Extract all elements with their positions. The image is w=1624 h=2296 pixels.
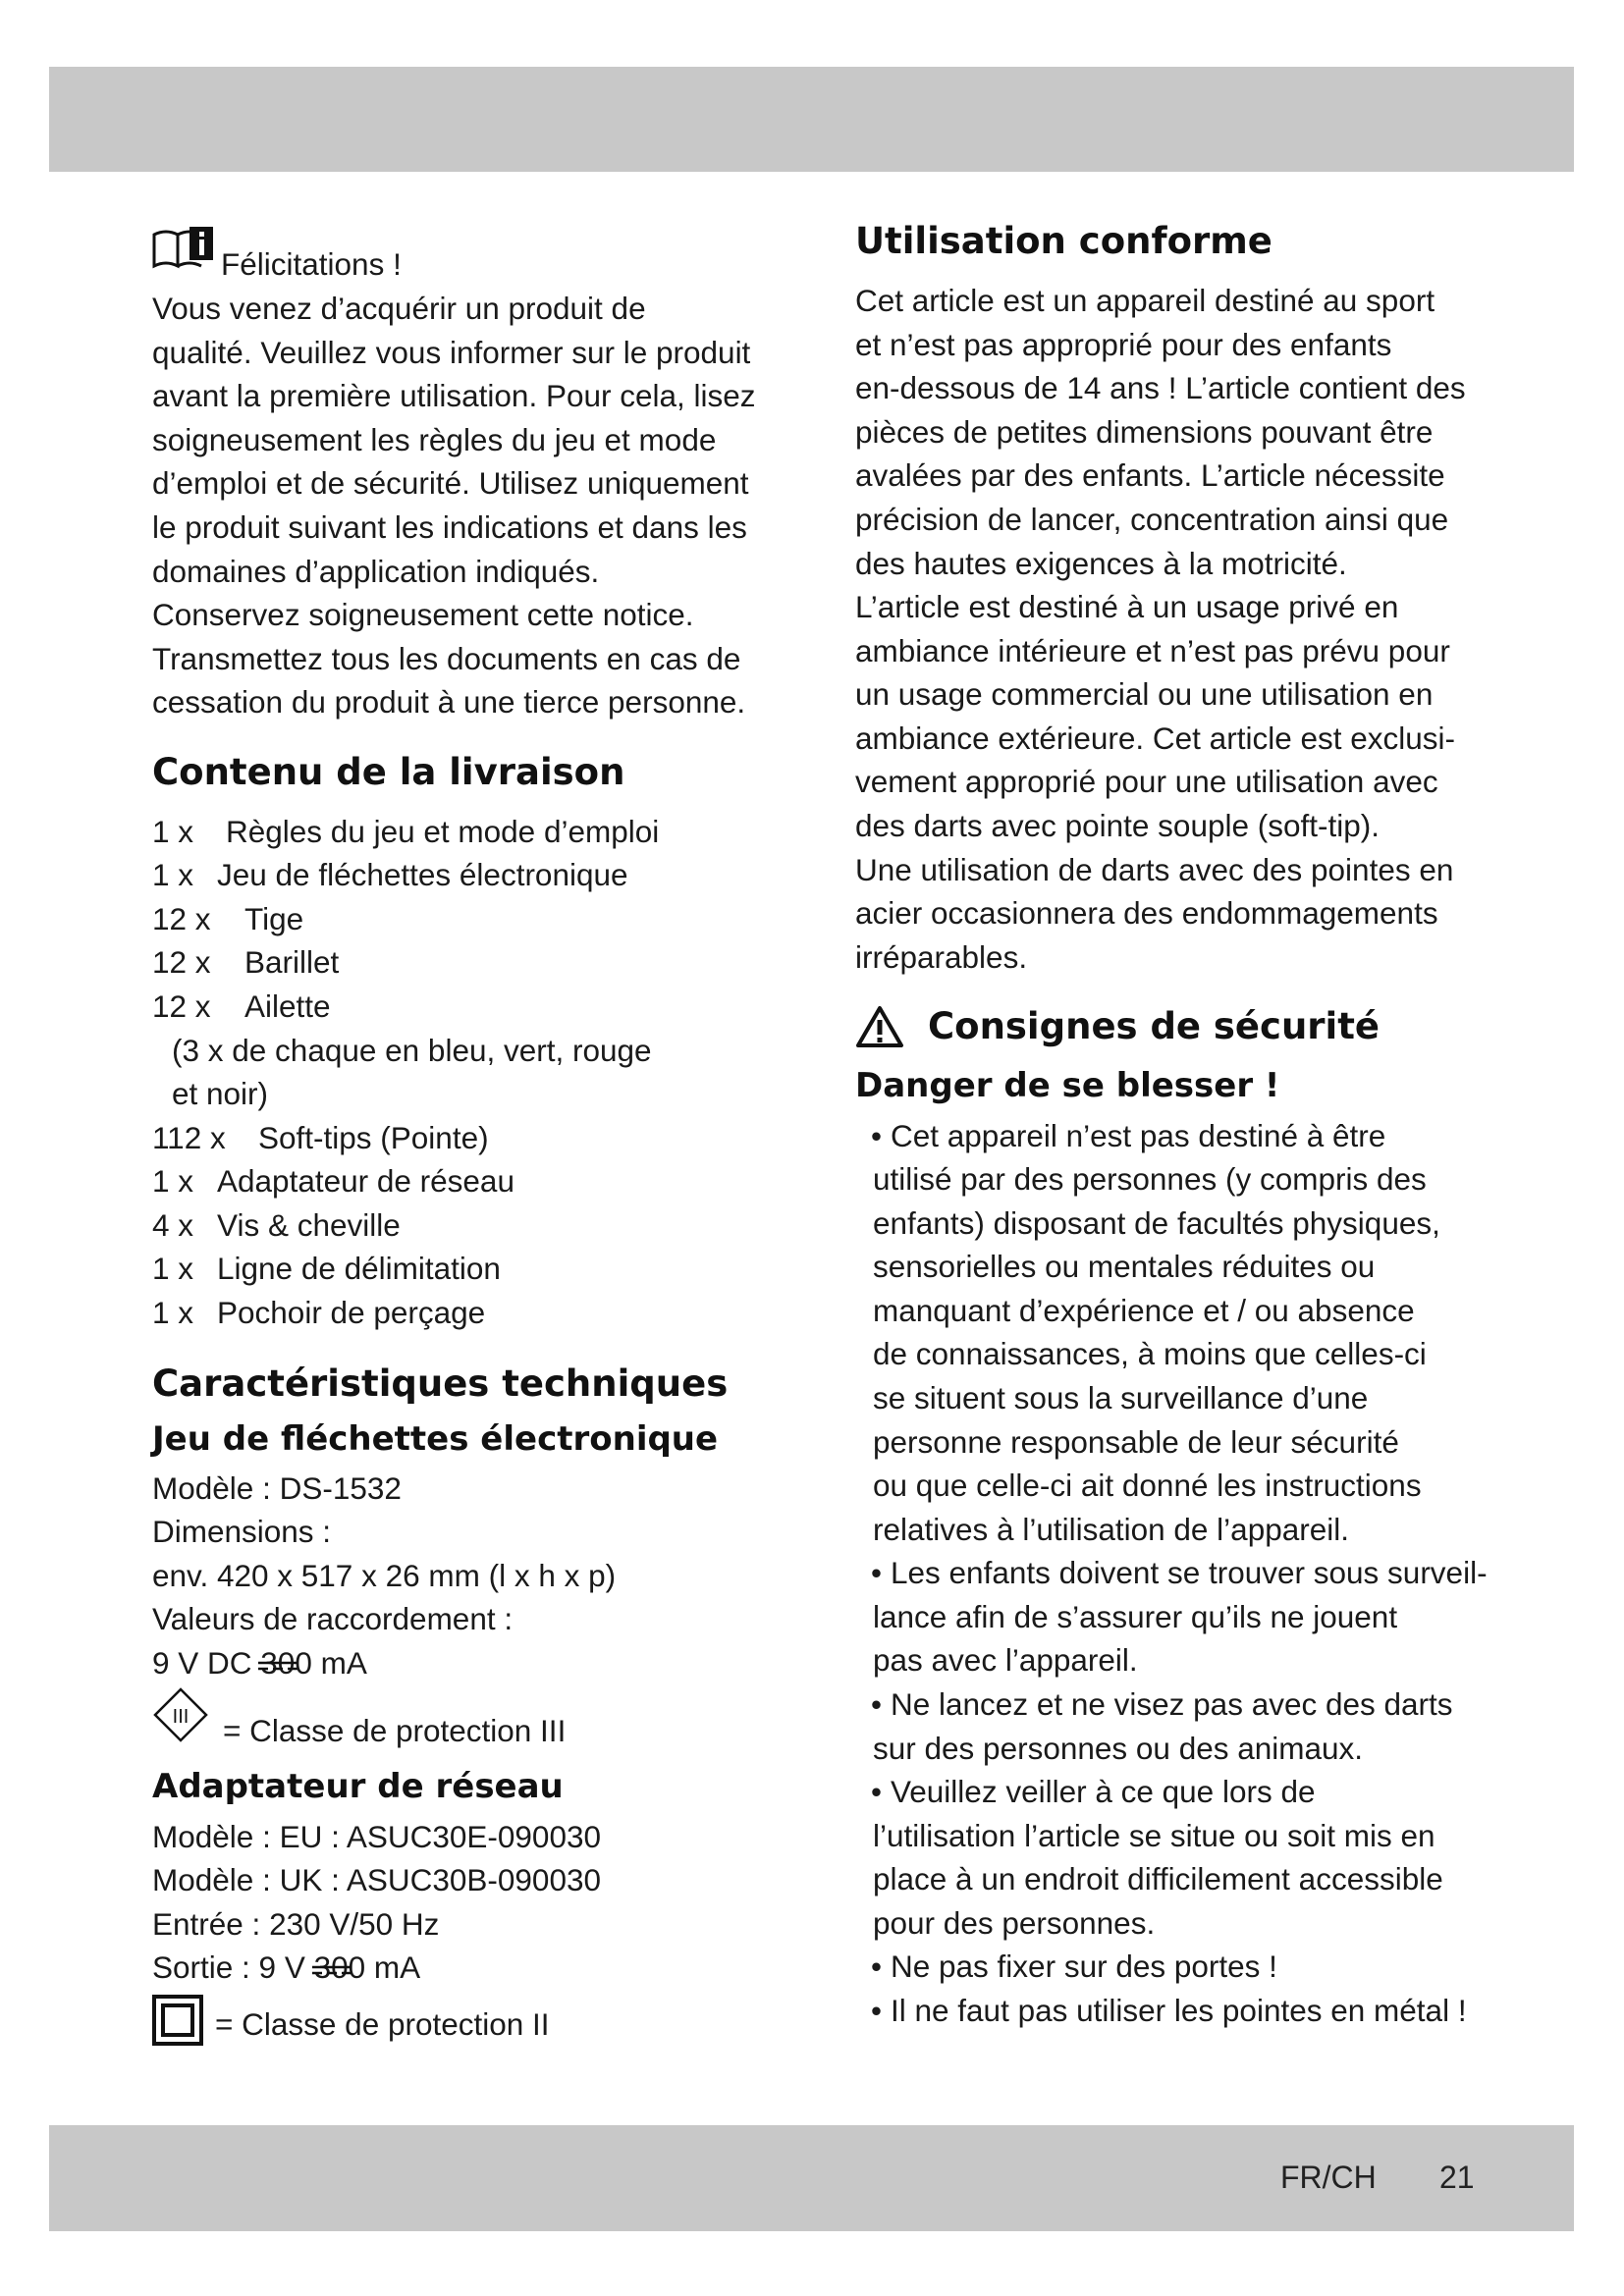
safety-bullet-line: sensorielles ou mentales réduites ou — [873, 1249, 1376, 1284]
warning-icon — [855, 1005, 904, 1048]
dartboard-spec: Valeurs de raccordement : — [152, 1601, 514, 1636]
safety-bullet-line: pas avec l’appareil. — [873, 1642, 1138, 1678]
contents-item: 4 x Vis & cheville — [152, 1207, 401, 1243]
dartboard-heading: Jeu de fléchettes électronique — [152, 1419, 719, 1459]
adapter-heading: Adaptateur de réseau — [152, 1767, 564, 1806]
safety-heading: Consignes de sécurité — [928, 1005, 1380, 1047]
safety-bullet: • Il ne faut pas utiliser les pointes en métal ! — [871, 1993, 1467, 2028]
dartboard-spec: Modèle : DS-1532 — [152, 1470, 402, 1506]
intro-line: Vous venez d’acquérir un produit de — [152, 291, 646, 326]
dc-symbol-icon — [258, 1661, 298, 1671]
use-line: irréparables. — [855, 939, 1028, 975]
contents-note: et noir) — [172, 1076, 269, 1111]
contents-note: (3 x de chaque en bleu, vert, rouge — [172, 1033, 652, 1068]
use-line: et n’est pas approprié pour des enfants — [855, 327, 1392, 362]
use-line: vement approprié pour une utilisation avec — [855, 764, 1438, 799]
dartboard-power: 9 V DC 300 mA — [152, 1645, 367, 1681]
safety-bullet-line: relatives à l’utilisation de l’appareil. — [873, 1512, 1350, 1547]
intro-line: Conservez soigneusement cette notice. — [152, 597, 694, 632]
footer-language: FR/CH — [1280, 2160, 1377, 2195]
intro-line: le produit suivant les indications et dans les — [152, 509, 747, 545]
safety-bullet-line: place à un endroit difficilement accessible — [873, 1861, 1443, 1896]
use-line: un usage commercial ou une utilisation en — [855, 676, 1434, 712]
use-line: L’article est destiné à un usage privé en — [855, 589, 1399, 624]
intro-line: cessation du produit à une tierce personne. — [152, 684, 746, 720]
protection-class-2-label: = Classe de protection II — [215, 2006, 550, 2042]
safety-bullet-line: pour des personnes. — [873, 1905, 1156, 1941]
intro-line: d’emploi et de sécurité. Utilisez uniquement — [152, 465, 749, 501]
safety-bullet: • Veuillez veiller à ce que lors de — [871, 1774, 1316, 1809]
use-line: précision de lancer, concentration ainsi que — [855, 502, 1449, 537]
safety-bullet-line: utilisé par des personnes (y compris des — [873, 1161, 1427, 1197]
safety-bullet-line: ou que celle-ci ait donné les instructions — [873, 1468, 1422, 1503]
intro-line: qualité. Veuillez vous informer sur le produit — [152, 335, 751, 370]
safety-bullet: • Ne lancez et ne visez pas avec des darts — [871, 1686, 1453, 1722]
contents-item: 1 x Ligne de délimitation — [152, 1251, 501, 1286]
intro-title: Félicitations ! — [221, 246, 402, 282]
adapter-spec: Modèle : EU : ASUC30E-090030 — [152, 1819, 602, 1854]
adapter-spec: Entrée : 230 V/50 Hz — [152, 1906, 440, 1942]
use-line: des darts avec pointe souple (soft-tip). — [855, 808, 1380, 843]
intro-line: soigneusement les règles du jeu et mode — [152, 422, 717, 457]
use-line: avalées par des enfants. L’article nécessite — [855, 457, 1445, 493]
intro-line: Transmettez tous les documents en cas de — [152, 641, 741, 676]
page-number: 21 — [1439, 2160, 1475, 2195]
use-line: en-dessous de 14 ans ! L’article contient des — [855, 370, 1466, 405]
safety-bullet-line: lance afin de s’assurer qu’ils ne jouent — [873, 1599, 1398, 1634]
protection-class-3-label: = Classe de protection III — [223, 1713, 567, 1748]
safety-bullet: • Les enfants doivent se trouver sous surveil- — [871, 1555, 1488, 1590]
safety-bullet-line: de connaissances, à moins que celles-ci — [873, 1336, 1427, 1371]
contents-item: 12 x Tige — [152, 901, 304, 936]
contents-item: 12 x Ailette — [152, 988, 331, 1024]
contents-item: 1 x Adaptateur de réseau — [152, 1163, 514, 1199]
use-line: des hautes exigences à la motricité. — [855, 546, 1347, 581]
danger-heading: Danger de se blesser ! — [855, 1066, 1280, 1105]
use-heading: Utilisation conforme — [855, 220, 1272, 262]
adapter-spec: Modèle : UK : ASUC30B-090030 — [152, 1862, 602, 1897]
specs-heading: Caractéristiques techniques — [152, 1362, 729, 1405]
safety-bullet-line: manquant d’expérience et / ou absence — [873, 1293, 1415, 1328]
contents-item: 1 x Règles du jeu et mode d’emploi — [152, 814, 660, 849]
use-line: acier occasionnera des endommagements — [855, 895, 1438, 931]
use-line: ambiance intérieure et n’est pas prévu pour — [855, 633, 1450, 668]
intro-line: avant la première utilisation. Pour cela, lisez — [152, 378, 756, 413]
contents-heading: Contenu de la livraison — [152, 751, 625, 793]
contents-item: 1 x Pochoir de perçage — [152, 1295, 486, 1330]
safety-bullet-line: sur des personnes ou des animaux. — [873, 1731, 1364, 1766]
header-bar — [49, 67, 1574, 172]
manual-info-icon — [152, 225, 215, 270]
protection-class-2-icon — [152, 1995, 203, 2046]
dc-symbol-icon — [312, 1965, 352, 1975]
safety-bullet: • Cet appareil n’est pas destiné à être — [871, 1118, 1386, 1153]
safety-bullet-line: personne responsable de leur sécurité — [873, 1424, 1399, 1460]
contents-item: 1 x Jeu de fléchettes électronique — [152, 857, 628, 892]
dartboard-spec: env. 420 x 517 x 26 mm (l x h x p) — [152, 1558, 617, 1593]
adapter-output: Sortie : 9 V 300 mA — [152, 1949, 421, 1985]
contents-item: 112 x Soft-tips (Pointe) — [152, 1120, 489, 1155]
safety-bullet-line: enfants) disposant de facultés physiques, — [873, 1205, 1440, 1241]
safety-bullet: • Ne pas fixer sur des portes ! — [871, 1949, 1277, 1984]
contents-item: 12 x Barillet — [152, 944, 340, 980]
safety-bullet-line: se situent sous la surveillance d’une — [873, 1380, 1369, 1415]
safety-bullet-line: l’utilisation l’article se situe ou soit mis en — [873, 1818, 1435, 1853]
intro-line: domaines d’application indiqués. — [152, 554, 600, 589]
dartboard-spec: Dimensions : — [152, 1514, 332, 1549]
use-line: Une utilisation de darts avec des pointes en — [855, 852, 1454, 887]
use-line: ambiance extérieure. Cet article est exclusi- — [855, 721, 1456, 756]
svg-text:III: III — [172, 1706, 189, 1728]
protection-class-3-icon — [152, 1686, 209, 1743]
use-line: pièces de petites dimensions pouvant être — [855, 414, 1434, 450]
use-line: Cet article est un appareil destiné au sport — [855, 283, 1435, 318]
